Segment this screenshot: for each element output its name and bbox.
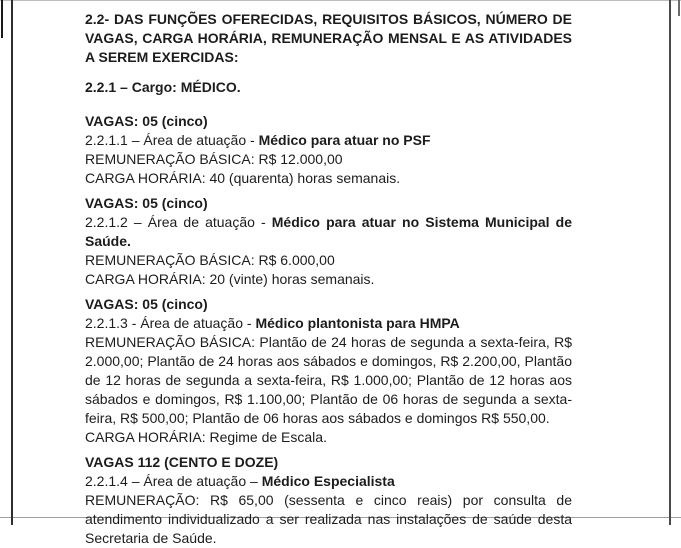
vagas-line: VAGAS: 05 (cinco): [85, 296, 208, 312]
area-line: [85, 213, 572, 251]
remuneracao-line: REMUNERAÇÃO BÁSICA: R$ 6.000,00: [85, 252, 335, 268]
area-line: [85, 472, 572, 491]
remuneracao-line: REMUNERAÇÃO BÁSICA: Plantão de 24 horas de segunda a sexta-feira, R$ 2.000,00; Plantão de 24 horas aos sábados e domingos, R$ 2.200,00, Plantão de 12 horas de segunda a sexta-feira, R$ 1.000,00; Plantão de 12 horas aos sábados e domingos, R$ 1.100,00; Plantão de 06 horas de segunda a sexta-feira, R$ 500,00; Plantão de 06 horas aos sábados e domingos R$ 550,00.: [85, 334, 572, 426]
job-section-psf: [85, 112, 572, 188]
vagas-line: VAGAS: 05 (cinco): [85, 113, 208, 129]
remuneracao-line: REMUNERAÇÃO: R$ 65,00 (sessenta e cinco reais) por consulta de atendimento individualizado a ser realizada nas instalações de saúde desta Secretaria de Saúde.: [85, 492, 572, 546]
job-section-especialista: [85, 453, 572, 548]
carga-horaria-line: CARGA HORÁRIA: 20 (vinte) horas semanais.: [85, 271, 375, 287]
cargo-title: 2.2.1 – Cargo: MÉDICO.: [85, 79, 241, 95]
area-prefix: 2.2.1.3 - Área de atuação -: [85, 315, 256, 331]
section-heading: 2.2- DAS FUNÇÕES OFERECIDAS, REQUISITOS BÁSICOS, NÚMERO DE VAGAS, CARGA HORÁRIA, REMUNERAÇÃO MENSAL E AS ATIVIDADES A SEREM EXERCIDAS:: [85, 11, 572, 65]
page-border-top: [0, 0, 681, 1]
remuneracao-line: REMUNERAÇÃO BÁSICA: R$ 12.000,00: [85, 151, 343, 167]
document-body: [85, 10, 572, 548]
vagas-line: VAGAS: 05 (cinco): [85, 195, 208, 211]
area-title: Médico Especialista: [261, 473, 395, 489]
job-section-plantonista-hmpa: [85, 295, 572, 447]
carga-horaria-line: CARGA HORÁRIA: Regime de Escala.: [85, 429, 327, 445]
page-border-left: [11, 0, 13, 525]
page-border-right: [669, 0, 671, 525]
scan-artifact-left-tick: [1, 0, 3, 38]
vagas-line: VAGAS 112 (CENTO E DOZE): [85, 454, 279, 470]
area-line: [85, 314, 572, 333]
area-prefix: 2.2.1.1 – Área de atuação -: [85, 132, 259, 148]
scan-artifact-right-tick: [678, 0, 680, 16]
job-section-sistema-municipal: [85, 194, 572, 289]
area-title: Médico para atuar no Sistema Municipal de Saúde.: [85, 214, 572, 249]
area-prefix: 2.2.1.2 – Área de atuação -: [85, 214, 272, 230]
area-line: [85, 131, 572, 150]
carga-horaria-line: CARGA HORÁRIA: 40 (quarenta) horas semanais.: [85, 170, 401, 186]
area-title: Médico plantonista para HMPA: [255, 315, 460, 331]
area-title: Médico para atuar no PSF: [258, 132, 431, 148]
area-prefix: 2.2.1.4 – Área de atuação –: [85, 473, 262, 489]
